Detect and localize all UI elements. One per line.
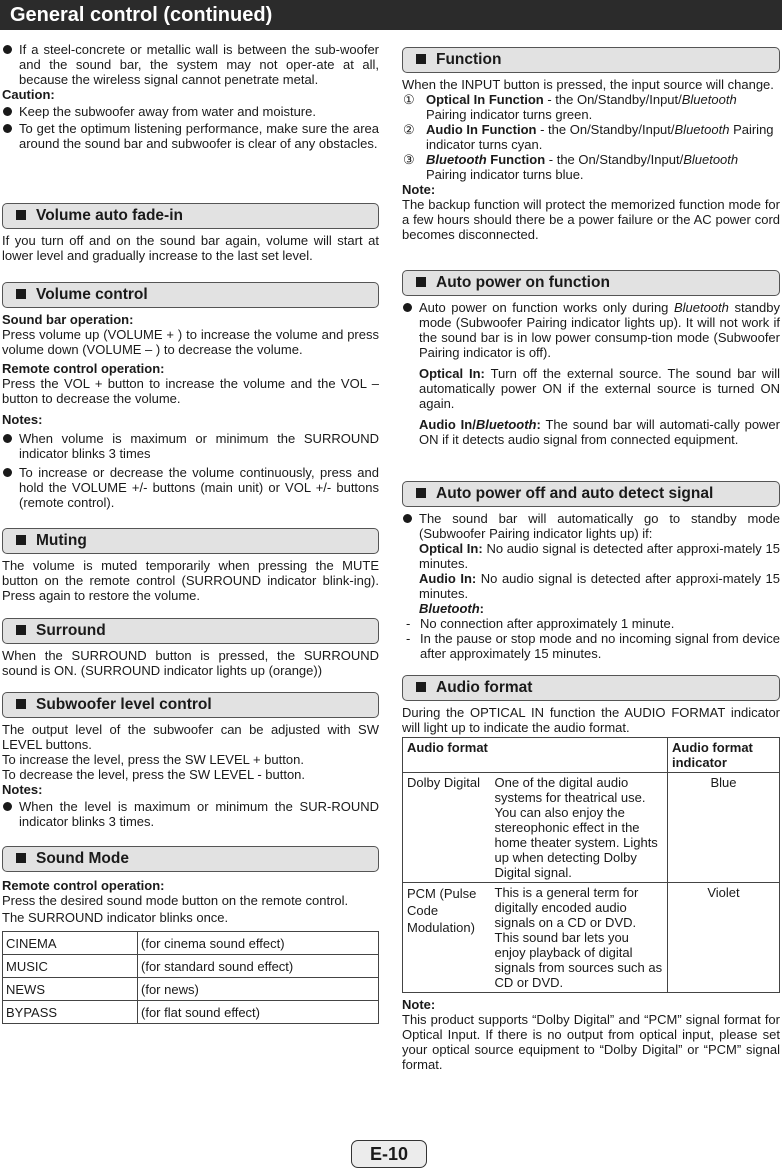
dash-icon: - — [406, 616, 411, 631]
body-text: The output level of the subwoofer can be adjusted with SW LEVEL buttons. — [2, 722, 379, 752]
function-name: Optical In Function — [426, 92, 544, 107]
item-text: Turn off the external source. The sound bar will automatically power ON if the external source is turned ON again. — [419, 366, 780, 411]
body-text: To decrease the level, press the SW LEVEL - button. — [2, 767, 306, 782]
item-text-italic: Bluetooth — [681, 92, 737, 107]
indicator-cell: Violet — [668, 883, 780, 993]
indicator-cell: Blue — [668, 773, 780, 883]
function-item — [402, 92, 780, 122]
auto-power-on-section — [402, 270, 780, 447]
body-text: The SURROUND indicator blinks once. — [2, 910, 229, 925]
mode-cell: CINEMA — [3, 932, 138, 955]
optical-in-text — [402, 541, 780, 571]
table-row — [3, 932, 379, 955]
table-row — [3, 955, 379, 978]
body-text: Press volume up (VOLUME + ) to increase the volume and press volume down (VOLUME – ) to decrease the volume. — [2, 327, 379, 357]
remote-label: Remote control operation: — [2, 361, 165, 376]
page-header — [0, 0, 782, 30]
function-section — [402, 47, 780, 242]
item-text: Pairing indicator turns blue. — [426, 167, 584, 182]
number-icon: ② — [403, 122, 415, 137]
inline-label: Optical In: — [419, 366, 485, 381]
number-icon: ③ — [403, 152, 415, 167]
auto-on-bullet — [402, 300, 780, 360]
page-number: E-10 — [351, 1140, 427, 1168]
section-title: Auto power off and auto detect signal — [436, 485, 714, 502]
dash-icon: - — [406, 631, 411, 646]
surround-section — [2, 618, 379, 678]
section-header — [2, 846, 379, 872]
inline-label: Optical In: — [419, 541, 483, 556]
section-title: Volume control — [36, 286, 148, 303]
body-text: This product supports “Dolby Digital” and “PCM” signal format for Optical Input. If there is no output from optical input, please set your optical source equipment to “Dolby Digital” or “PCM” signal format. — [402, 1012, 780, 1072]
body-text: Press the VOL + button to increase the volume and the VOL – button to decrease the volume. — [2, 376, 379, 406]
number-icon: ① — [403, 92, 415, 107]
section-title: Sound Mode — [36, 850, 129, 867]
item-text-italic: Bluetooth — [674, 122, 730, 137]
square-bullet-icon — [16, 699, 26, 709]
mode-cell: MUSIC — [3, 955, 138, 978]
sound-mode-table — [2, 931, 379, 1024]
square-bullet-icon — [16, 535, 26, 545]
square-bullet-icon — [16, 853, 26, 863]
section-title: Muting — [36, 532, 87, 549]
function-name: Function — [486, 152, 546, 167]
note-bullet: To increase or decrease the volume continuously, press and hold the VOLUME +/- buttons (main unit) or VOL +/- buttons (remote control). — [2, 465, 379, 510]
inline-label: Bluetooth — [419, 601, 480, 616]
format-cell: PCM (Pulse Code Modulation) — [403, 883, 491, 993]
audio-format-section — [402, 675, 780, 1072]
square-bullet-icon — [416, 54, 426, 64]
table-row — [3, 978, 379, 1001]
sound-bar-label: Sound bar operation: — [2, 312, 134, 327]
inline-label: Audio In/ — [419, 417, 476, 432]
audio-in-text — [402, 417, 780, 447]
square-bullet-icon — [416, 277, 426, 287]
desc-cell: (for standard sound effect) — [138, 955, 379, 978]
note-label: Note: — [402, 997, 436, 1012]
function-name: Bluetooth — [426, 152, 487, 167]
section-title: Function — [436, 51, 502, 68]
section-header — [2, 692, 379, 718]
square-bullet-icon — [416, 682, 426, 692]
table-row — [403, 883, 780, 993]
item-text: Pairing indicator turns cyan. — [426, 122, 774, 152]
auto-off-bullet: The sound bar will automatically go to standby mode (Subwoofer Pairing indicator lights up) if: — [402, 511, 780, 541]
item-text: - the On/Standby/Input/ — [545, 152, 684, 167]
desc-cell: This is a general term for digitally encoded audio signals on a CD or DVD. This sound bar lets you enjoy playback of digital signals from sources such as CD or DVD. — [491, 883, 668, 993]
caution-bullet: Keep the subwoofer away from water and moisture. — [2, 104, 379, 119]
square-bullet-icon — [416, 488, 426, 498]
inline-label: Bluetooth — [475, 417, 537, 432]
body-text: When the SURROUND button is pressed, the SURROUND sound is ON. (SURROUND indicator lights up (orange)) — [2, 648, 379, 678]
volume-control-section — [2, 282, 379, 510]
inline-label: : — [536, 417, 541, 432]
dash-item — [402, 631, 780, 661]
section-title: Subwoofer level control — [36, 696, 212, 713]
function-name: Audio In Function — [426, 122, 537, 137]
section-header — [2, 203, 379, 229]
notes-label: Notes: — [2, 412, 43, 427]
item-text-italic: Bluetooth — [673, 300, 729, 315]
desc-cell: (for news) — [138, 978, 379, 1001]
item-text: The sound bar will automati-cally power ON if it detects audio signal from connected equipment. — [419, 417, 780, 447]
section-header — [402, 47, 780, 73]
inline-label: : — [479, 601, 484, 616]
table-row — [403, 773, 780, 883]
column-header: Audio format indicator — [668, 738, 780, 773]
desc-cell: One of the digital audio systems for theatrical use. You can also enjoy the stereophonic effect in the home theater system. Lights up when detecting Dolby Digital signal. — [491, 773, 668, 883]
intro-bullet: If a steel-concrete or metallic wall is between the sub-woofer and the sound bar, the system may not oper-ate at all, because the wireless signal cannot penetrate metal. — [2, 42, 379, 87]
audio-format-table — [402, 737, 780, 993]
square-bullet-icon — [16, 625, 26, 635]
section-header — [402, 481, 780, 507]
column-header: Audio format — [403, 738, 668, 773]
inline-label: Audio In: — [419, 571, 477, 586]
caution-label: Caution: — [2, 87, 55, 102]
sound-mode-section — [2, 846, 379, 1024]
table-header-row — [403, 738, 780, 773]
note-bullet: When the level is maximum or minimum the SUR-ROUND indicator blinks 3 times. — [2, 799, 379, 829]
section-header — [402, 270, 780, 296]
item-text: No audio signal is detected after approxi-mately 15 minutes. — [419, 571, 780, 601]
body-text: During the OPTICAL IN function the AUDIO FORMAT indicator will light up to indicate the audio format. — [402, 705, 780, 735]
desc-cell: (for flat sound effect) — [138, 1001, 379, 1024]
section-title: Audio format — [436, 679, 533, 696]
desc-cell: (for cinema sound effect) — [138, 932, 379, 955]
item-text: No connection after approximately 1 minute. — [420, 616, 675, 631]
section-header — [2, 528, 379, 554]
section-header — [2, 282, 379, 308]
square-bullet-icon — [16, 210, 26, 220]
body-text: The backup function will protect the memorized function mode for a few hours should there be a power failure or the AC power cord becomes disconnected. — [402, 197, 780, 242]
auto-power-off-section — [402, 481, 780, 661]
bluetooth-label — [402, 601, 780, 616]
optical-in-text — [402, 366, 780, 411]
notes-label: Notes: — [2, 782, 43, 797]
body-text: Press the desired sound mode button on the remote control. — [2, 893, 349, 908]
format-cell: Dolby Digital — [403, 773, 491, 883]
item-text: - the On/Standby/Input/ — [536, 122, 675, 137]
section-title: Volume auto fade-in — [36, 207, 183, 224]
function-item — [402, 152, 780, 182]
table-row — [3, 1001, 379, 1024]
dash-item — [402, 616, 780, 631]
section-title: Surround — [36, 622, 106, 639]
page-title: General control (continued) — [10, 4, 273, 26]
subwoofer-section — [2, 692, 379, 829]
remote-label: Remote control operation: — [2, 878, 165, 893]
item-text: In the pause or stop mode and no incoming signal from device after approximately 15 minutes. — [420, 631, 780, 661]
body-text: When the INPUT button is pressed, the input source will change. — [402, 77, 774, 92]
section-header — [2, 618, 379, 644]
body-text: The volume is muted temporarily when pressing the MUTE button on the remote control (SURROUND indicator blink-ing). Press again to restore the volume. — [2, 558, 379, 603]
item-text: standby mode (Subwoofer Pairing indicator lights up). It will not work if the sound bar is in low power consump-tion mode (Subwoofer Pairing indicator is off). — [419, 300, 780, 360]
audio-in-text — [402, 571, 780, 601]
mode-cell: BYPASS — [3, 1001, 138, 1024]
note-bullet: When volume is maximum or minimum the SURROUND indicator blinks 3 times — [2, 431, 379, 461]
mode-cell: NEWS — [3, 978, 138, 1001]
note-label: Note: — [402, 182, 436, 197]
section-header — [402, 675, 780, 701]
intro-block — [2, 42, 379, 151]
square-bullet-icon — [16, 289, 26, 299]
body-text: To increase the level, press the SW LEVEL + button. — [2, 752, 304, 767]
muting-section — [2, 528, 379, 603]
body-text: If you turn off and on the sound bar again, volume will start at lower level and gradually increase to the last set level. — [2, 233, 379, 263]
item-text: Auto power on function works only during — [419, 300, 674, 315]
section-title: Auto power on function — [436, 274, 610, 291]
item-text: - the On/Standby/Input/ — [543, 92, 682, 107]
item-text: Pairing indicator turns green. — [426, 107, 593, 122]
item-text: No audio signal is detected after approxi-mately 15 minutes. — [419, 541, 781, 571]
volume-fade-section — [2, 203, 379, 263]
function-item — [402, 122, 780, 152]
item-text-italic: Bluetooth — [683, 152, 739, 167]
caution-bullet: To get the optimum listening performance, make sure the area around the sound bar and subwoofer is clear of any obstacles. — [2, 121, 379, 151]
